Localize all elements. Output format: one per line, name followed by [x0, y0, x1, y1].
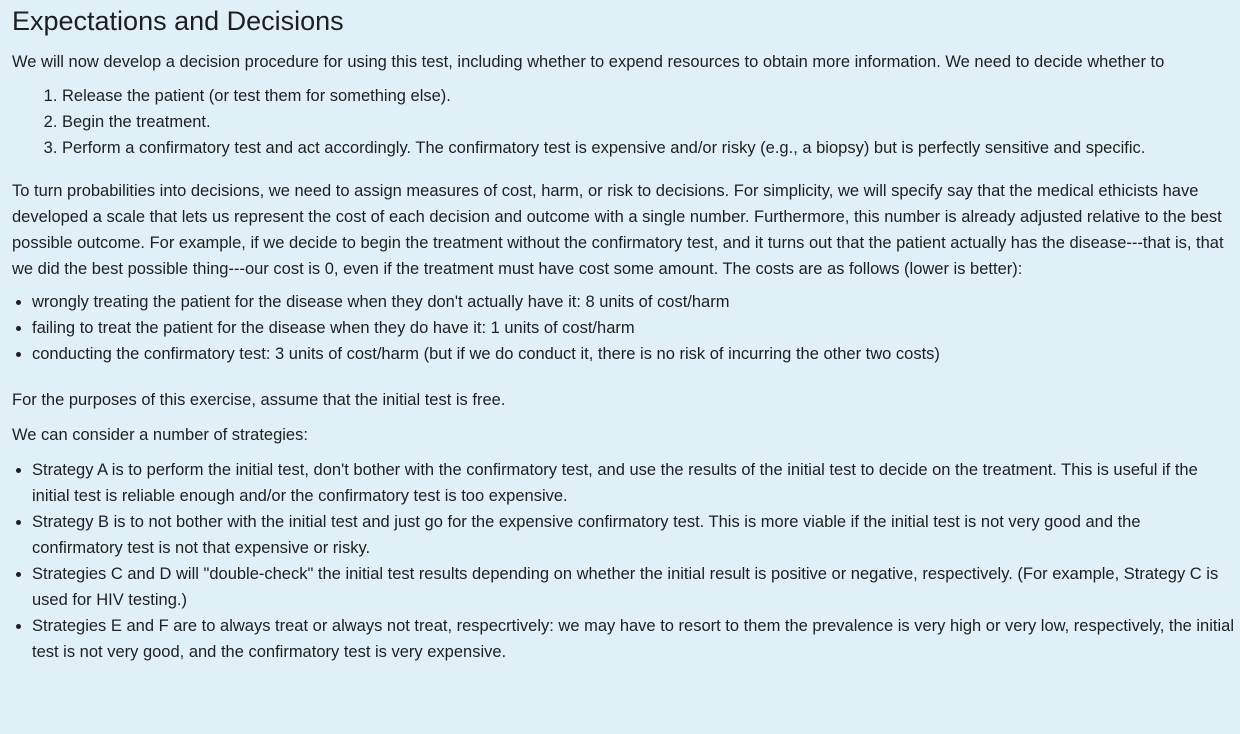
strategy-item: • Strategies C and D will "double-check" the initial test results depending on whether the initial result is positive or negative, respectively. (For example, Strategy C is used for HIV testing.)	[32, 561, 1234, 613]
intro-paragraph: We will now develop a decision procedure for using this test, including whether to expend resources to obtain more information. We need to decide whether to	[12, 53, 1165, 71]
cost-item: • failing to treat the patient for the disease when they do have it: 1 units of cost/harm	[32, 315, 1234, 341]
strategy-item: • Strategy A is to perform the initial test, don't bother with the confirmatory test, and use the results of the initial test to decide on the treatment. This is useful if the initial test is reliable enough and/or the confirmatory test is too expensive.	[32, 457, 1234, 509]
strategy-item: • Strategy B is to not bother with the initial test and just go for the expensive confirmatory test. This is more viable if the initial test is not very good and the confirmatory test is not that expensive or risky.	[32, 509, 1234, 561]
decision-option: 3. Perform a confirmatory test and act accordingly. The confirmatory test is expensive and/or risky (e.g., a biopsy) but is perfectly sensitive and specific.	[62, 135, 1234, 161]
costs-paragraph: To turn probabilities into decisions, we need to assign measures of cost, harm, or risk to decisions. For simplicity, we will specify say that the medical ethicists have developed a scale that lets us represent the cost of each decision and outcome with a single number. Furthermore, this number is already adjusted relative to the best possible outcome. For example, if we decide to begin the treatment without the confirmatory test, and it turns out that the patient actually has the disease---that is, that we did the best possible thing---our cost is 0, even if the treatment must have cost some amount. The costs are as follows (lower is better):	[12, 182, 1224, 278]
costs-list	[12, 289, 1234, 367]
page-title: Expectations and Decisions	[12, 6, 344, 36]
strategy-item: • Strategies E and F are to always treat or always not treat, respecrtively: we may have to resort to them the prevalence is very high or very low, respectively, the initial test is not very good, and the confirmatory test is very expensive.	[32, 613, 1234, 665]
decision-option: 2. Begin the treatment.	[62, 109, 1234, 135]
strategies-list	[12, 457, 1234, 665]
cost-item: • wrongly treating the patient for the disease when they don't actually have it: 8 units of cost/harm	[32, 289, 1234, 315]
decision-option: 1. Release the patient (or test them for something else).	[62, 83, 1234, 109]
free-test-note: For the purposes of this exercise, assume that the initial test is free.	[12, 391, 506, 409]
decision-options-list	[12, 83, 1234, 161]
cost-item: • conducting the confirmatory test: 3 units of cost/harm (but if we do conduct it, there is no risk of incurring the other two costs)	[32, 341, 1234, 367]
strategies-intro: We can consider a number of strategies:	[12, 426, 308, 444]
